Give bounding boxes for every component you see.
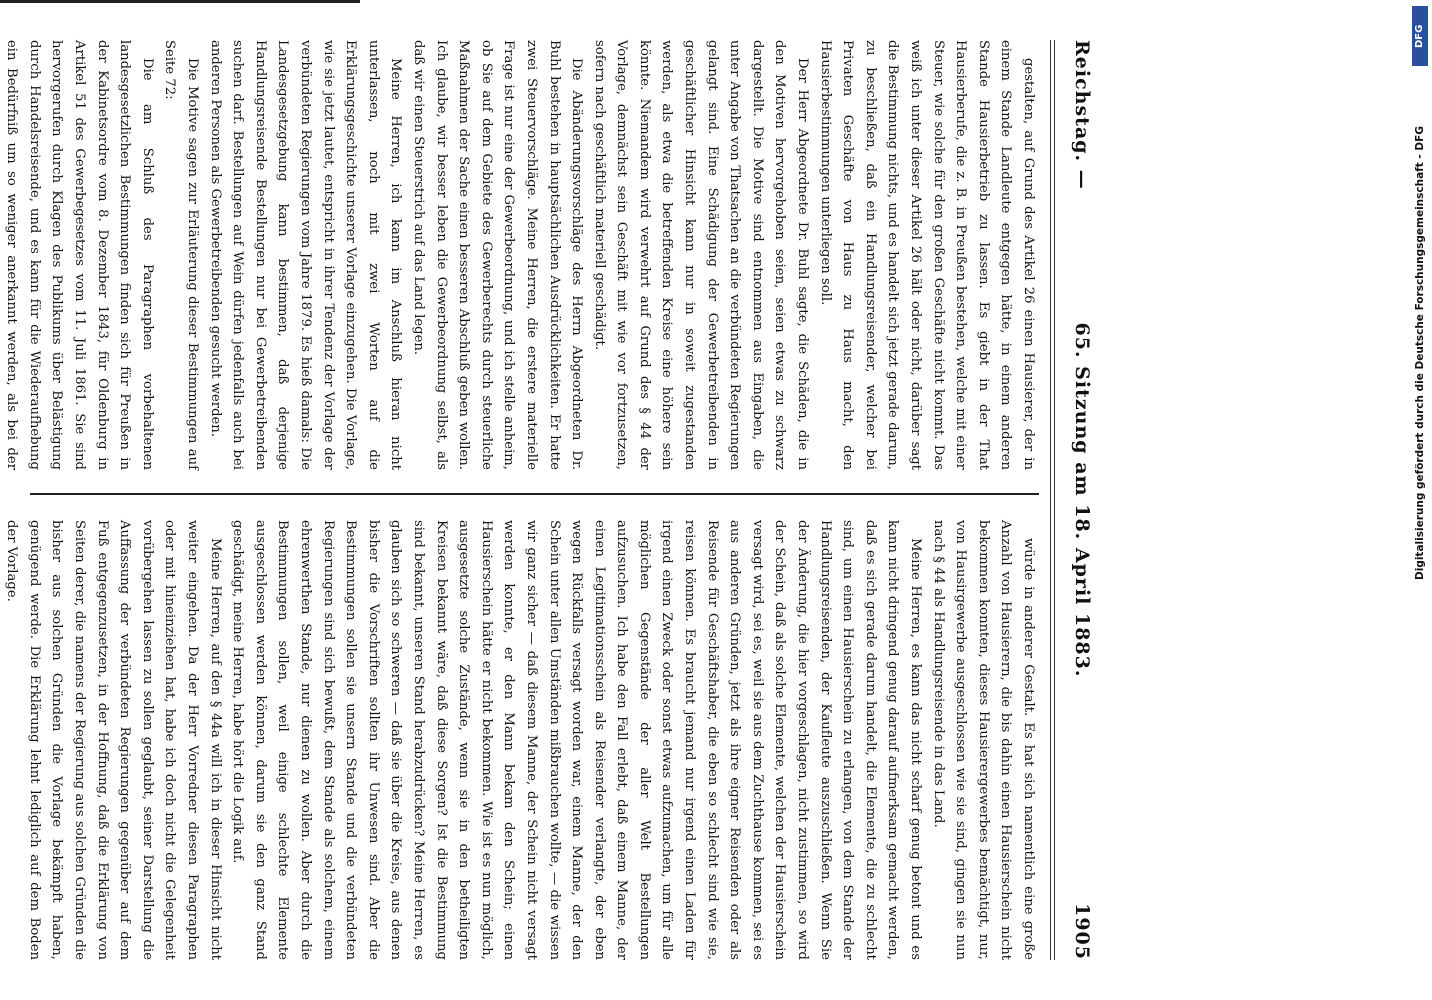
header-title: 65. Sitzung am 18. April 1883. [1071, 322, 1093, 678]
funding-sidebar [1408, 0, 1432, 1000]
header-rule [1054, 40, 1055, 960]
dfg-logo: DFG [1412, 6, 1428, 66]
paragraph: Meine Herren, ich kann im Anschluß hieran nicht unterlassen, noch mit zwei Worten auf die Erklärungsgeschichte unserer Vorlage einzugehen. Die Vorlage, wie sie jetzt lautet, entspricht in ihrer Tendenz der Vorlage der verbündeten Regierungen vom Jahre 1879. Es hieß damals: Die Landesgesetzgebung kann bestimmen, daß derjenige Handlungsreisende Bestellungen nur bei Gewerbetreibenden suchen darf. Bestellungen auf Wein dürfen jedenfalls auch bei anderen Personen als Gewerbetreibenden gesucht werden. [207, 40, 404, 470]
column-left [4, 40, 1039, 470]
column-right [4, 520, 1039, 960]
paragraph: Die Abänderungsvorschläge des Herrn Abgeordneten Dr. Buhl bestehen in hauptsächlichen Ausdrücklichkeiten. Er hatte zwei Steuervorschläge. Meine Herren, die erstere materielle Frage ist nur eine der Gewerbeordnung, und ich stelle anheim, ob Sie auf dem Gebiete des Gewerberechts durch steuerliche Maßnahmen der Sache einen besseren Abschluß geben wollen. Ich glaube, wir besser leben die Gewerbeordnung selbst, als daß wir einen Steuerstrich auf das Land legen. [410, 40, 585, 470]
paragraph: Der Herr Abgeordnete Dr. Buhl sagte, die Schäden, die in den Motiven hervorgehoben seien, seien etwas zu schwarz dargestellt. Die Motive sind entnommen aus Eingaben, die unter Angabe von Thatsachen an die verbündeten Regierungen gelangt sind. Eine Schädigung der Gewerbetreibenden in geschäftlicher Hinsicht kann nur in soweit zugestanden werden, als etwa die betreffenden Kreise eine höhere sein könnte. Niemandem wird verwehrt auf Grund des § 44 der Vorlage, demnächst sein Geschäft mit wie vor fortzusetzen, sofern nach geschäftlich materiell geschädigt. [591, 40, 811, 470]
paragraph: Meine Herren, es kann das nicht scharf genug betont und es kann nicht dringend genug darauf aufmerksam gemacht werden, daß es sich gerade darum handelt, die Elemente, die zu schlecht sind, um einen Hausierschein zu erlangen, von dem Stande der Handlungsreisenden, der Kaufleute auszuschließen. Wenn Sie der Änderung, die hier vorgeschlagen, nicht zustimmen, so wird der Schein, daß als solche Elemente, welchen der Hausierschein versagt wird, sei es, weil sie aus dem Zuchthause kommen, sei es aus anderen Gründen, jetzt als ihre eigner Reisenden oder als Reisende für Geschäftshaber, die eben so schlecht sind wie sie, reisen können. Es braucht jemand nur irgend einen Laden für irgend einen Zweck oder sonst etwas aufzumachen, um für alle möglichen Gegenstände der aller Welt Bestellungen aufzusuchen. Ich habe den Fall erlebt, daß einem Manne, der einen Legitimationsschein als Reisender verlangte, der eben wegen Rückfalls versagt worden war, einem Manne, der den Schein unter allen Umständen mißbrauchen wollte, — die wissen wir ganz sicher — daß diesem Manne, der Schein nicht versagt werden konnte, er den Mann bekam den Schein; einen Hausierschein hätte er nicht bekommen. Wie ist es nun möglich, ausgesetzte solche Zustände, wenn sie in den betheiligten Kreisen bekannt wäre, daß diese Sorgen? Ist die Bestimmung sind bekannt, unseren Stand herabzudrücken? Meine Herren, es glauben sich so schweren — daß sie über die Kreise, aus denen bisher die Vorschriften sollten ihr Unwesen sind. Aber die Bestimmungen sollen sie unsern Stande und die verbündeten Regierungen sind sich bewußt, dem Stande als solchem, einem ehrenwerthen Stande, nur dienen zu wollen. Aber durch die Bestimmungen sollen, weil einige schlechte Elemente ausgeschlossen werden können, darum sie den ganz Stand geschädigt, meine Herren, habe hört die Logik auf. [230, 520, 924, 960]
paragraph: gestalten, auf Grund des Artikel 26 einen Hausierer, der in einem Stande Landleute entgegen hätte, in einem anderen Stande Hausierbetrieb zu lassen. Es giebt in der That Hausierberufe, die z. B. in Preußen bestehen, welche mit einer Steuer, wie solche für den großen Geschäfte nicht kommt. Das weiß ich unter dieser Artikel 26 hält oder nicht, darüber sagt die Bestimmung nichts, und es handelt sich jetzt gerade darum, zu beschließen, daß ein Handlungsreisender, welcher bei Privaten Geschäfte von Haus zu Haus macht, den Hausierbestimmungen unterliegen soll. [817, 40, 1036, 470]
paragraph: Meine Herren, auf den § 44a will ich in dieser Hinsicht nicht weiter eingehen. Da der Herr Vorredner diesen Paragraphen oder mit hineinziehen hat, habe ich doch nicht die Gelegenheit vorübergehen lassen zu sollen geglaubt, seiner Darstellung die Auffassung der verbündeten Regierungen gegenüber auf dem Fuß entgegenzusetzen, in der Hoffnung, daß die Erklärung von Seiten derer, die namens der Regierung aus solchen Gründen die bisher aus solchen Gründen die Vorlage bekämpft haben, genügend werde. Die Erklärung lehnt lediglich auf dem Boden der Vorlage. [4, 520, 223, 960]
page-header [1059, 40, 1097, 960]
paragraph: Die am Schluß des Paragraphen vorbehaltenen landesgesetzlichen Bestimmungen finden sich für Preußen in der Kabinetsordre vom 8. Dezember 1843, für Oldenburg in Artikel 51 des Gewerbegesetzes vom 11. Juli 1861. Sie sind hervorgerufen durch Klagen des Publikums über Belästigung durch Handelsreisende, und es kann für die Wiederaufhebung ein Bedürfniß um so weniger anerkannt werden, als bei der [4, 40, 155, 470]
page-number: 1905 [1071, 903, 1093, 960]
funding-note: Digitalisierung gefördert durch die Deutsche Forschungsgemeinschaft - DFG [1414, 126, 1426, 580]
paragraph: Die Motive sagen zur Erläuterung dieser Bestimmungen auf Seite 72: [162, 40, 201, 470]
column-divider [30, 493, 1039, 495]
header-rule-2 [1050, 40, 1051, 960]
paragraph: würde in anderer Gestalt. Es hat sich namentlich eine große Anzahl von Hausierern, die bis dahin einen Hausierschein nicht bekommen konnten, dieses Hausierergewerbes bemächtigt, nur, von Hausirgewerbe ausgeschlossen wie sie sind, gingen sie nun nach § 44 als Handlungsreisende in das Land. [930, 520, 1036, 960]
header-left: Reichstag. — [1071, 40, 1093, 190]
